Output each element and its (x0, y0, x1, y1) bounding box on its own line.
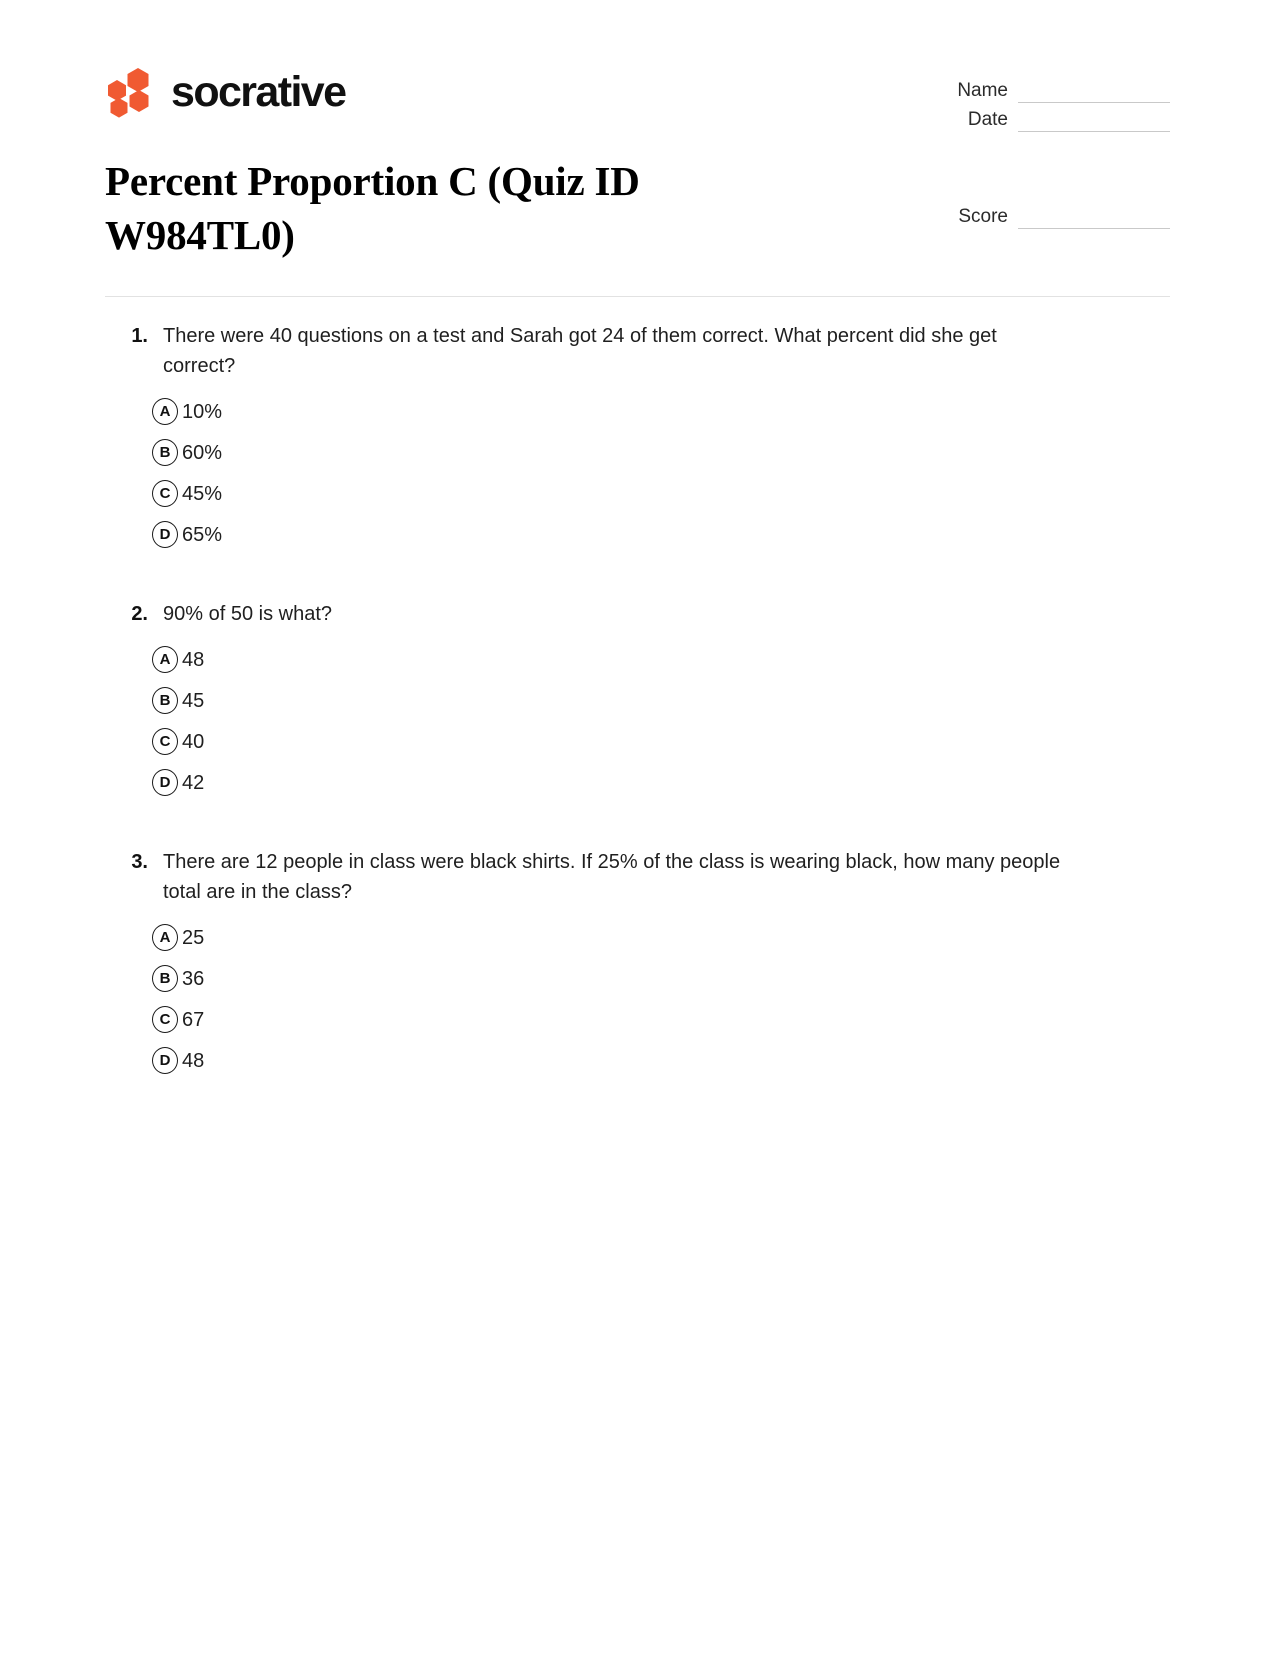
choice-bullet (105, 480, 178, 507)
title-block (0, 132, 1275, 262)
date-input-line[interactable] (1018, 130, 1170, 132)
choice-text: 40 (182, 730, 205, 753)
choice-text: 48 (182, 1049, 205, 1072)
answer-choice[interactable] (105, 473, 1170, 514)
choice-bullet (105, 398, 178, 425)
question-header (105, 847, 1170, 907)
choice-text: 10% (182, 400, 223, 423)
choice-bullet (105, 769, 178, 796)
choice-bullet (105, 439, 178, 466)
choice-bullet (105, 728, 178, 755)
choice-bullet (105, 521, 178, 548)
choice-text: 45% (182, 482, 223, 505)
answer-choice[interactable] (105, 639, 1170, 680)
date-field-row (925, 103, 1170, 132)
questions-list (0, 297, 1275, 1081)
socrative-logo (105, 66, 345, 118)
choice-letter-circle-icon[interactable]: C (152, 728, 178, 755)
question-text: 90% of 50 is what? (163, 603, 332, 626)
answer-choice[interactable] (105, 514, 1170, 555)
page-header (0, 0, 1275, 132)
question-number: 3. (131, 851, 148, 874)
question-text: There were 40 questions on a test and Sarah got 24 of them correct. What percent did she get correct? (163, 325, 997, 378)
choice-bullet (105, 924, 178, 951)
choice-text: 42 (182, 771, 205, 794)
choice-text: 65% (182, 523, 223, 546)
answer-choice[interactable] (105, 958, 1170, 999)
name-label: Name (957, 80, 1008, 101)
student-info-fields (925, 74, 1170, 132)
answer-choice[interactable] (105, 432, 1170, 473)
question-header (105, 321, 1170, 381)
answer-choice[interactable] (105, 391, 1170, 432)
choice-bullet (105, 1006, 178, 1033)
score-field (925, 200, 1170, 229)
answer-choices (105, 391, 1170, 555)
choice-letter-circle-icon[interactable]: A (152, 398, 178, 425)
choice-letter-circle-icon[interactable]: C (152, 1006, 178, 1033)
score-field-row (925, 200, 1170, 229)
choice-text: 60% (182, 441, 223, 464)
choice-bullet (105, 1047, 178, 1074)
question-text: There are 12 people in class were black shirts. If 25% of the class is wearing black, how many people total are in the class? (163, 851, 1061, 904)
answer-choice[interactable] (105, 999, 1170, 1040)
choice-letter-circle-icon[interactable]: D (152, 1047, 178, 1074)
answer-choice[interactable] (105, 680, 1170, 721)
score-label: Score (958, 206, 1008, 227)
score-input-line[interactable] (1018, 227, 1170, 229)
name-input-line[interactable] (1018, 101, 1170, 103)
choice-letter-circle-icon[interactable]: A (152, 924, 178, 951)
choice-letter-circle-icon[interactable]: D (152, 769, 178, 796)
choice-letter-circle-icon[interactable]: B (152, 439, 178, 466)
question-number: 2. (131, 603, 148, 626)
question-item (105, 321, 1170, 555)
question-number: 1. (131, 325, 148, 348)
name-field-row (925, 74, 1170, 103)
answer-choices (105, 639, 1170, 803)
brand-wordmark: socrative (171, 67, 346, 116)
choice-letter-circle-icon[interactable]: B (152, 687, 178, 714)
question-item (105, 847, 1170, 1081)
choice-text: 36 (182, 967, 205, 990)
answer-choices (105, 917, 1170, 1081)
answer-choice[interactable] (105, 917, 1170, 958)
date-label: Date (967, 109, 1008, 130)
choice-bullet (105, 965, 178, 992)
choice-letter-circle-icon[interactable]: B (152, 965, 178, 992)
question-item (105, 599, 1170, 803)
choice-letter-circle-icon[interactable]: D (152, 521, 178, 548)
choice-text: 48 (182, 648, 205, 671)
answer-choice[interactable] (105, 762, 1170, 803)
page-title: Percent Proportion C (Quiz ID W984TL0) (105, 158, 640, 259)
socrative-hexagons-logo-icon (105, 66, 153, 118)
choice-text: 67 (182, 1008, 205, 1031)
choice-bullet (105, 687, 178, 714)
choice-letter-circle-icon[interactable]: C (152, 480, 178, 507)
choice-text: 45 (182, 689, 205, 712)
question-header (105, 599, 1170, 629)
answer-choice[interactable] (105, 721, 1170, 762)
choice-bullet (105, 646, 178, 673)
answer-choice[interactable] (105, 1040, 1170, 1081)
choice-letter-circle-icon[interactable]: A (152, 646, 178, 673)
choice-text: 25 (182, 926, 205, 949)
